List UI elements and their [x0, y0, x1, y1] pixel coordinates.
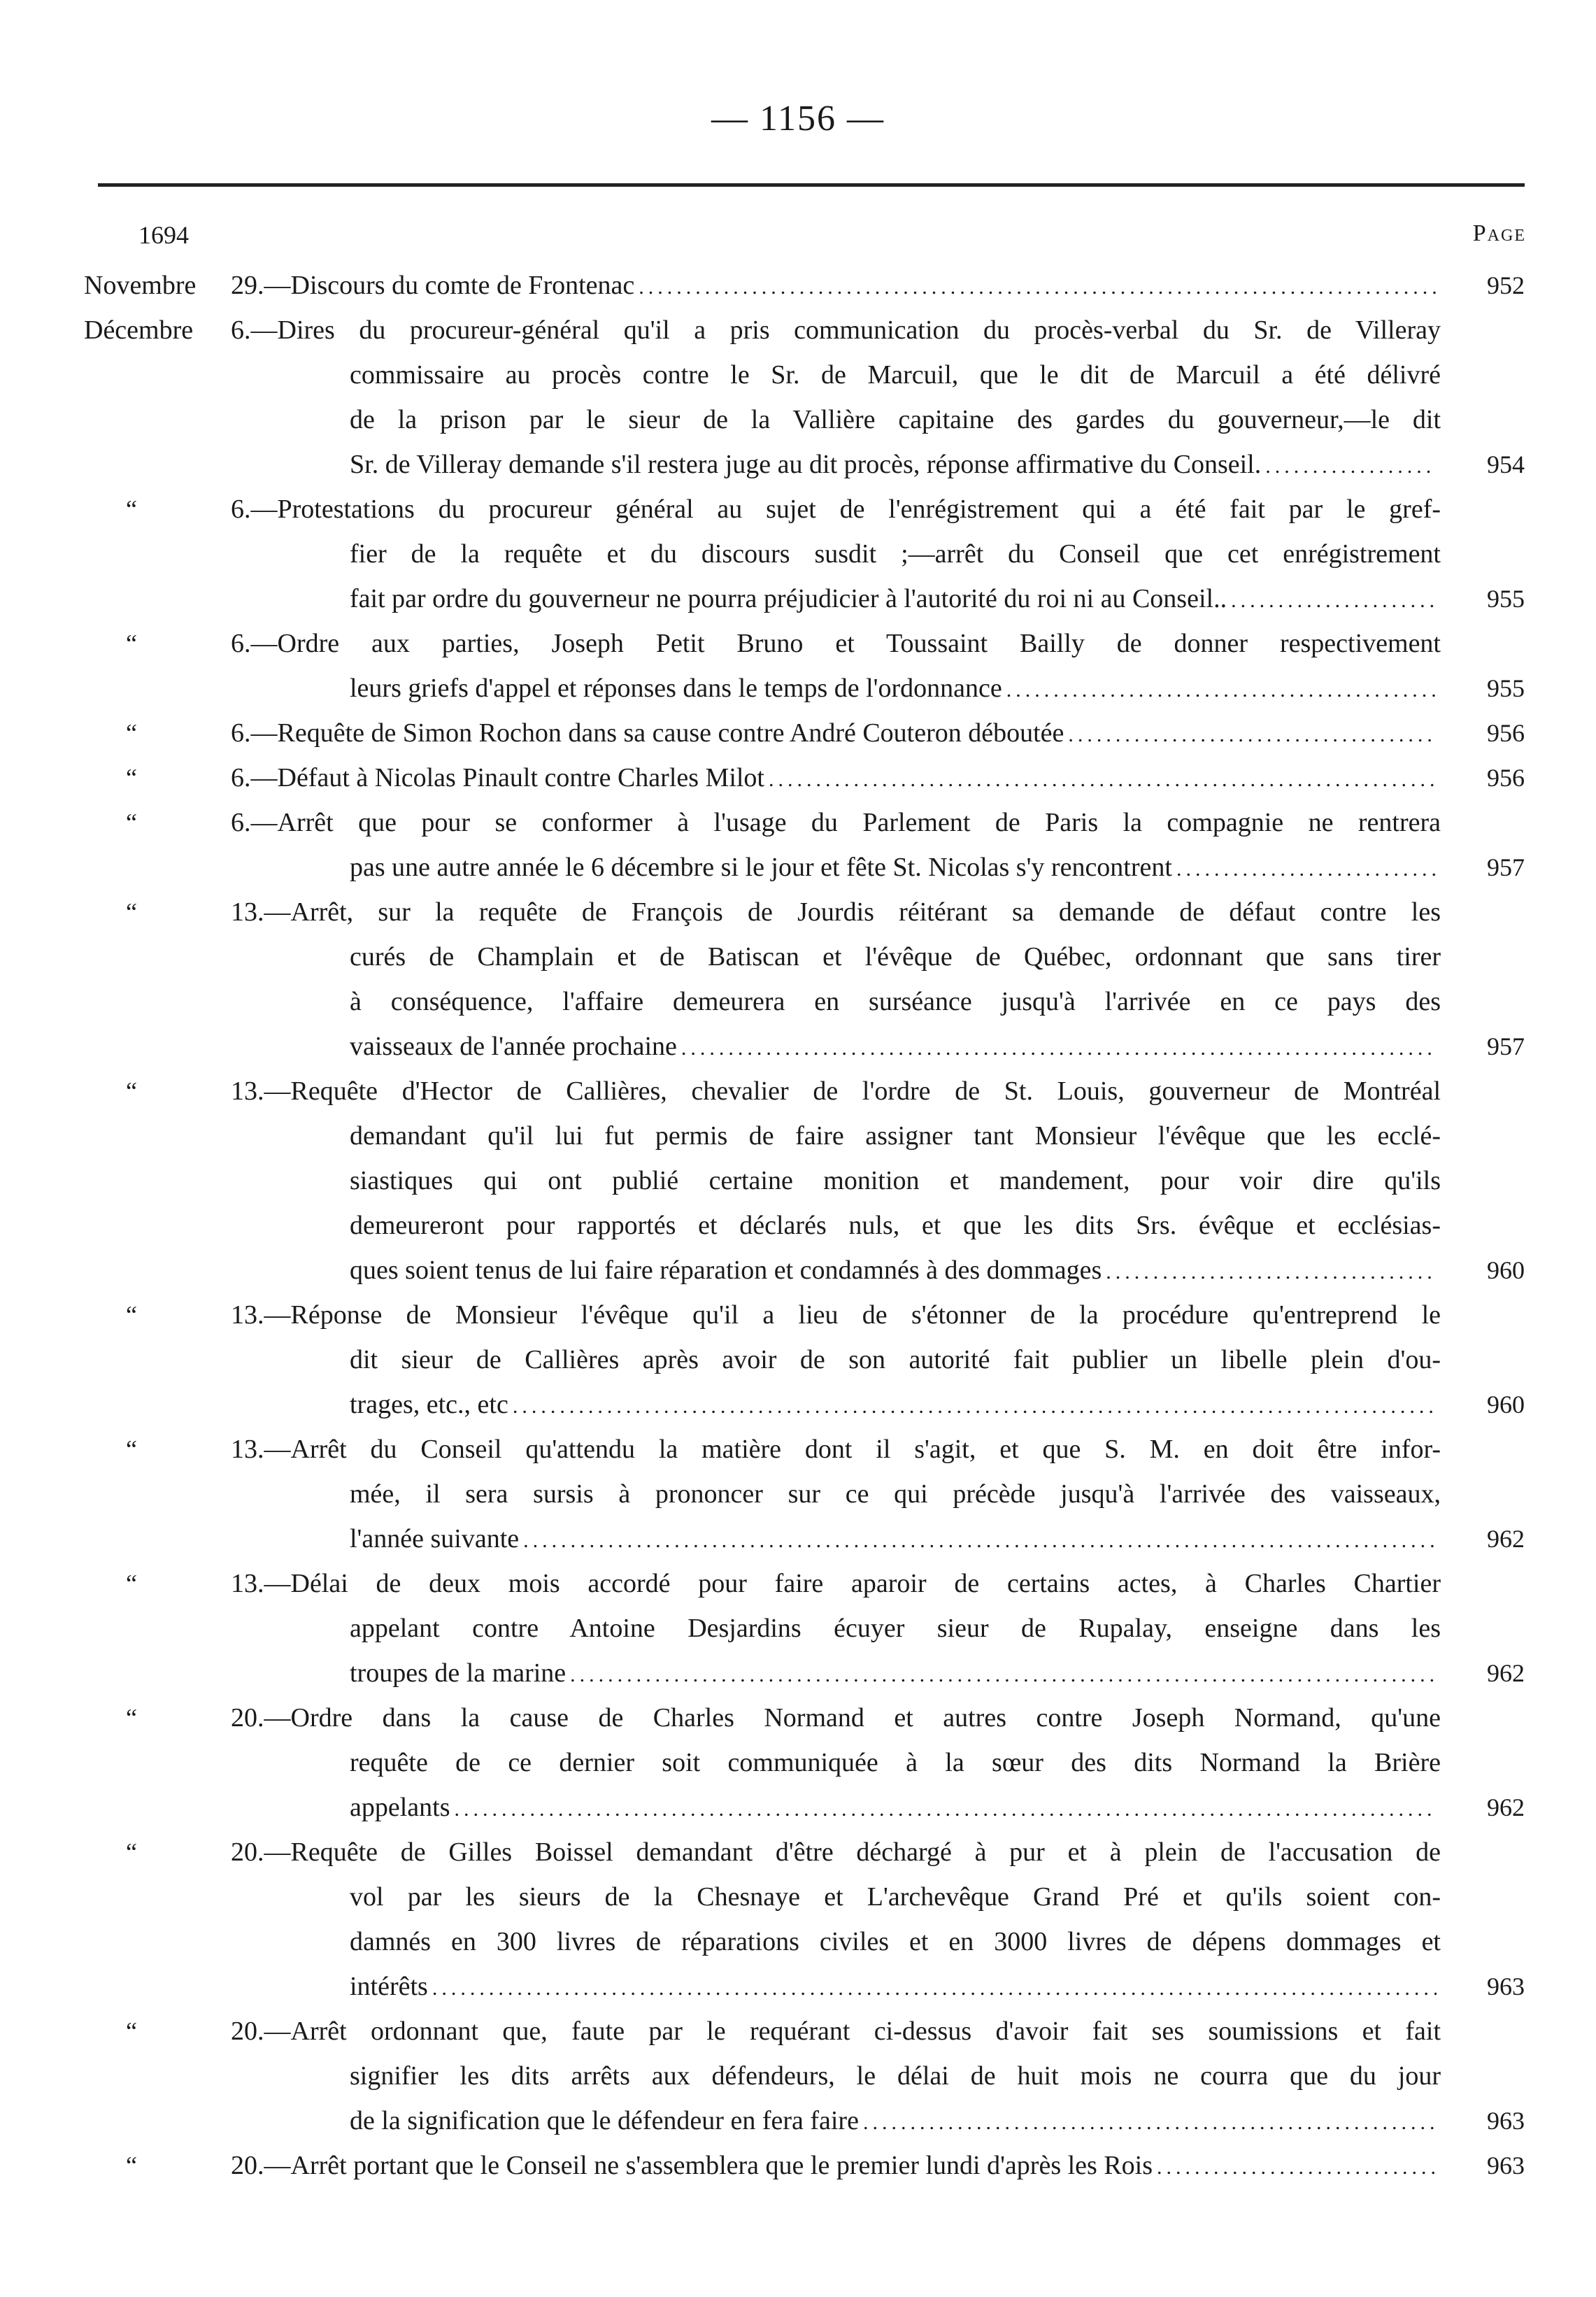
- entry-text: de la signification que le défendeur en fera faire: [350, 2106, 859, 2135]
- entry-text-wrap: [231, 2143, 1441, 2190]
- entry-text: siastiques qui ont publié certaine monition et mandement, pour voir dire qu'ils: [350, 1166, 1441, 1195]
- entry-continuation-line: [84, 845, 1539, 890]
- entry-page-number: 957: [1487, 853, 1525, 881]
- entry-text: 6.—Défaut à Nicolas Pinault contre Charles Milot: [231, 763, 764, 792]
- ditto-mark: “: [126, 1704, 137, 1732]
- ditto-mark: “: [126, 1838, 137, 1866]
- index-entry: [84, 800, 1539, 890]
- entry-page-number: 963: [1487, 2107, 1525, 2135]
- entry-first-line: [84, 890, 1539, 934]
- entry-continuation-line: [84, 442, 1539, 487]
- entry-text: 29.—Discours du comte de Frontenac: [231, 271, 635, 300]
- index-entry: [84, 621, 1539, 711]
- entry-text-wrap: [350, 666, 1441, 713]
- entry-text: demeureront pour rapportés et déclarés nuls, et que les dits Srs. évêque et ecclésias-: [350, 1211, 1441, 1240]
- entry-text-wrap: [350, 934, 1441, 979]
- entry-continuation-line: [84, 1651, 1539, 1695]
- entry-page-number: 957: [1487, 1032, 1525, 1060]
- entry-continuation-line: [84, 1516, 1539, 1561]
- entry-continuation-line: [84, 397, 1539, 442]
- entry-text: 13.—Arrêt du Conseil qu'attendu la matière dont il s'agit, et que S. M. en doit être infor-: [231, 1435, 1441, 1464]
- entry-text: troupes de la marine: [350, 1658, 567, 1688]
- entry-text: trages, etc., etc: [350, 1390, 508, 1419]
- entry-text-wrap: [350, 1964, 1441, 2011]
- ditto-mark: “: [126, 1570, 137, 1598]
- entry-first-line: [84, 1069, 1539, 1114]
- entry-text-wrap: [350, 1606, 1441, 1651]
- entry-text-wrap: [350, 2098, 1441, 2145]
- entry-text: 6.—Arrêt que pour se conformer à l'usage du Parlement de Paris la compagnie ne rentrera: [231, 808, 1441, 837]
- entry-text-wrap: [350, 2054, 1441, 2098]
- ditto-mark: “: [126, 764, 137, 792]
- entry-text-wrap: [231, 2009, 1441, 2054]
- dot-leader: [1231, 578, 1437, 623]
- entry-text-wrap: [350, 1516, 1441, 1563]
- entry-continuation-line: [84, 1875, 1539, 1919]
- entry-page-number: 963: [1487, 1972, 1525, 2000]
- entry-text: vol par les sieurs de la Chesnaye et L'archevêque Grand Pré et qu'ils soient con-: [350, 1882, 1441, 1912]
- entry-text: 6.—Protestations du procureur général au sujet de l'enrégistrement qui a été fait par le gref-: [231, 495, 1441, 524]
- entry-text: intérêts: [350, 1972, 428, 2001]
- entry-first-line: [84, 487, 1539, 532]
- entry-text: mée, il sera sursis à prononcer sur ce qui précède jusqu'à l'arrivée des vaisseaux,: [350, 1479, 1441, 1509]
- entry-month: Novembre: [84, 271, 197, 300]
- entry-text: dit sieur de Callières après avoir de son autorité fait publier un libelle plein d'ou-: [350, 1345, 1441, 1374]
- entry-text-wrap: [231, 800, 1441, 845]
- ditto-mark: “: [126, 495, 137, 523]
- entry-text: ques soient tenus de lui faire réparation et condamnés à des dommages: [350, 1256, 1102, 1285]
- entry-text: 13.—Réponse de Monsieur l'évêque qu'il a lieu de s'étonner de la procédure qu'entreprend le: [231, 1300, 1441, 1330]
- entry-text-wrap: [350, 576, 1441, 623]
- dot-leader: [1106, 1250, 1437, 1295]
- entry-text: appelant contre Antoine Desjardins écuyer sieur de Rupalay, enseigne dans les: [350, 1614, 1441, 1643]
- entry-text-wrap: [231, 308, 1441, 353]
- entry-text-wrap: [350, 1337, 1441, 1382]
- entry-text-wrap: [350, 1114, 1441, 1158]
- entry-continuation-line: [84, 1964, 1539, 2009]
- entry-text-wrap: [231, 1427, 1441, 1472]
- entry-first-line: [84, 800, 1539, 845]
- entry-first-line: [84, 2143, 1539, 2188]
- entry-continuation-line: [84, 1158, 1539, 1203]
- entry-continuation-line: [84, 1472, 1539, 1516]
- entry-continuation-line: [84, 353, 1539, 397]
- page-number: — 1156 —: [711, 99, 885, 138]
- entry-text: à conséquence, l'affaire demeurera en surséance jusqu'à l'arrivée en ce pays des: [350, 987, 1441, 1016]
- entry-text-wrap: [231, 1293, 1441, 1337]
- entry-continuation-line: [84, 1024, 1539, 1069]
- ditto-mark: “: [126, 1435, 137, 1463]
- entry-page-number: 955: [1487, 585, 1525, 613]
- entry-text: fait par ordre du gouverneur ne pourra préjudicier à l'autorité du roi ni au Conseil..: [350, 584, 1227, 613]
- entry-page-number: 960: [1487, 1391, 1525, 1418]
- dot-leader: [1265, 444, 1437, 489]
- entry-text-wrap: [231, 487, 1441, 532]
- entry-text: damnés en 300 livres de réparations civiles et en 3000 livres de dépens dommages et: [350, 1927, 1441, 1956]
- entry-text: signifier les dits arrêts aux défendeurs, le délai de huit mois ne courra que du jour: [350, 2061, 1441, 2091]
- entry-first-line: [84, 1293, 1539, 1337]
- entry-text-wrap: [231, 711, 1441, 758]
- dot-leader: [1157, 2145, 1437, 2190]
- entry-text: fier de la requête et du discours susdit ;—arrêt du Conseil que cet enrégistrement: [350, 539, 1441, 569]
- entry-text: 13.—Arrêt, sur la requête de François de Jourdis réitérant sa demande de défaut contre les: [231, 897, 1441, 927]
- entry-continuation-line: [84, 532, 1539, 576]
- entry-text: 20.—Requête de Gilles Boissel demandant d'être déchargé à pur et à plein de l'accusation de: [231, 1837, 1441, 1867]
- ditto-mark: “: [126, 2017, 137, 2045]
- entry-text-wrap: [231, 621, 1441, 666]
- ditto-mark: “: [126, 2152, 137, 2179]
- entry-continuation-line: [84, 1337, 1539, 1382]
- entry-text-wrap: [350, 442, 1441, 489]
- entry-page-number: 963: [1487, 2152, 1525, 2179]
- index-entry: [84, 1830, 1539, 2009]
- entry-continuation-line: [84, 1203, 1539, 1248]
- entry-text: 6.—Dires du procureur-général qu'il a pris communication du procès-verbal du Sr. de Villeray: [231, 315, 1441, 345]
- entry-first-line: [84, 1561, 1539, 1606]
- ditto-mark: “: [126, 898, 137, 926]
- entry-text-wrap: [350, 1382, 1441, 1429]
- index-entry: [84, 1293, 1539, 1427]
- entry-text: demandant qu'il lui fut permis de faire assigner tant Monsieur l'évêque que les ecclé-: [350, 1121, 1441, 1151]
- entry-text-wrap: [350, 1919, 1441, 1964]
- entry-text: leurs griefs d'appel et réponses dans le temps de l'ordonnance: [350, 674, 1002, 703]
- entry-text: 6.—Ordre aux parties, Joseph Petit Bruno et Toussaint Bailly de donner respectivement: [231, 629, 1441, 658]
- entry-text: curés de Champlain et de Batiscan et l'évêque de Québec, ordonnant que sans tirer: [350, 942, 1441, 972]
- entry-text-wrap: [350, 1740, 1441, 1785]
- entry-page-number: 960: [1487, 1256, 1525, 1284]
- entry-text-wrap: [350, 1875, 1441, 1919]
- index-entry: [84, 890, 1539, 1069]
- entry-first-line: [84, 1830, 1539, 1875]
- entry-first-line: [84, 755, 1539, 800]
- index-entry: [84, 2143, 1539, 2188]
- entry-text-wrap: [231, 1695, 1441, 1740]
- index-entry: [84, 711, 1539, 755]
- index-entry: [84, 1695, 1539, 1830]
- entry-text-wrap: [350, 353, 1441, 397]
- entry-text: pas une autre année le 6 décembre si le jour et fête St. Nicolas s'y rencontrent: [350, 853, 1172, 882]
- entry-continuation-line: [84, 1740, 1539, 1785]
- entry-text: Sr. de Villeray demande s'il restera juge au dit procès, réponse affirmative du Conseil.: [350, 450, 1262, 479]
- dot-leader: [1068, 713, 1437, 758]
- entry-text: requête de ce dernier soit communiquée à la sœur des dits Normand la Brière: [350, 1748, 1441, 1777]
- entry-continuation-line: [84, 576, 1539, 621]
- entry-text-wrap: [350, 1158, 1441, 1203]
- entry-text-wrap: [350, 1785, 1441, 1832]
- entry-first-line: [84, 1695, 1539, 1740]
- dot-leader: [570, 1653, 1437, 1698]
- entry-first-line: [84, 1427, 1539, 1472]
- entry-text: 20.—Arrêt portant que le Conseil ne s'assemblera que le premier lundi d'après les Rois: [231, 2151, 1153, 2180]
- entry-text-wrap: [350, 979, 1441, 1024]
- dot-leader: [639, 265, 1437, 310]
- entry-text-wrap: [350, 1024, 1441, 1071]
- entry-first-line: [84, 621, 1539, 666]
- ditto-mark: “: [126, 719, 137, 747]
- ditto-mark: “: [126, 630, 137, 657]
- ditto-mark: “: [126, 1077, 137, 1105]
- entry-page-number: 954: [1487, 450, 1525, 478]
- header-rule: [98, 183, 1525, 187]
- entry-first-line: [84, 308, 1539, 353]
- entry-first-line: [84, 2009, 1539, 2054]
- entry-text: appelants: [350, 1793, 450, 1822]
- entry-page-number: 962: [1487, 1659, 1525, 1687]
- entry-text: 20.—Ordre dans la cause de Charles Normand et autres contre Joseph Normand, qu'une: [231, 1703, 1441, 1733]
- page-column-header: Page: [1472, 220, 1526, 246]
- entry-text: l'année suivante: [350, 1524, 520, 1553]
- index-entries: [84, 263, 1539, 2188]
- entry-text: 20.—Arrêt ordonnant que, faute par le requérant ci-dessus d'avoir fait ses soumissions et fait: [231, 2017, 1441, 2046]
- entry-text: 6.—Requête de Simon Rochon dans sa cause contre André Couteron déboutée: [231, 718, 1064, 748]
- entry-month: Décembre: [84, 315, 194, 345]
- dot-leader: [1006, 668, 1437, 713]
- entry-text-wrap: [231, 755, 1441, 802]
- index-entry: [84, 263, 1539, 308]
- entry-continuation-line: [84, 1114, 1539, 1158]
- dot-leader: [681, 1026, 1437, 1071]
- index-entry: [84, 308, 1539, 487]
- entry-text-wrap: [350, 1248, 1441, 1295]
- entry-continuation-line: [84, 934, 1539, 979]
- entry-continuation-line: [84, 2054, 1539, 2098]
- index-entry: [84, 1427, 1539, 1561]
- entry-page-number: 955: [1487, 674, 1525, 702]
- entry-continuation-line: [84, 1919, 1539, 1964]
- entry-text-wrap: [350, 1203, 1441, 1248]
- year-label: 1694: [138, 221, 189, 249]
- entry-continuation-line: [84, 1248, 1539, 1293]
- entry-page-number: 962: [1487, 1525, 1525, 1553]
- index-entry: [84, 1561, 1539, 1695]
- entry-continuation-line: [84, 666, 1539, 711]
- index-entry: [84, 755, 1539, 800]
- dot-leader: [455, 1787, 1437, 1832]
- entry-first-line: [84, 711, 1539, 755]
- entry-continuation-line: [84, 1606, 1539, 1651]
- entry-text-wrap: [350, 1472, 1441, 1516]
- ditto-mark: “: [126, 809, 137, 837]
- index-entry: [84, 2009, 1539, 2143]
- entry-text: 13.—Requête d'Hector de Callières, chevalier de l'ordre de St. Louis, gouverneur de Montréal: [231, 1076, 1441, 1106]
- dot-leader: [513, 1384, 1437, 1429]
- index-entry: [84, 487, 1539, 621]
- entry-text-wrap: [350, 532, 1441, 576]
- entry-continuation-line: [84, 1785, 1539, 1830]
- entry-text-wrap: [350, 1651, 1441, 1698]
- entry-text-wrap: [231, 1561, 1441, 1606]
- entry-text-wrap: [231, 1069, 1441, 1114]
- entry-text-wrap: [231, 1830, 1441, 1875]
- entry-page-number: 962: [1487, 1793, 1525, 1821]
- entry-page-number: 956: [1487, 719, 1525, 747]
- entry-text: vaisseaux de l'année prochaine: [350, 1032, 677, 1061]
- entry-page-number: 952: [1487, 271, 1525, 299]
- entry-text-wrap: [350, 845, 1441, 892]
- entry-text-wrap: [231, 263, 1441, 310]
- dot-leader: [863, 2100, 1437, 2145]
- index-entry: [84, 1069, 1539, 1293]
- entry-text: commissaire au procès contre le Sr. de Marcuil, que le dit de Marcuil a été délivré: [350, 360, 1441, 390]
- dot-leader: [523, 1519, 1437, 1563]
- ditto-mark: “: [126, 1301, 137, 1329]
- dot-leader: [769, 758, 1437, 802]
- dot-leader: [1176, 847, 1437, 892]
- entry-continuation-line: [84, 2098, 1539, 2143]
- entry-text: de la prison par le sieur de la Vallière capitaine des gardes du gouverneur,—le dit: [350, 405, 1441, 434]
- entry-continuation-line: [84, 979, 1539, 1024]
- entry-continuation-line: [84, 1382, 1539, 1427]
- dot-leader: [432, 1966, 1437, 2011]
- entry-first-line: [84, 263, 1539, 308]
- entry-page-number: 956: [1487, 764, 1525, 792]
- entry-text-wrap: [231, 890, 1441, 934]
- entry-text-wrap: [350, 397, 1441, 442]
- entry-text: 13.—Délai de deux mois accordé pour faire aparoir de certains actes, à Charles Chartier: [231, 1569, 1441, 1598]
